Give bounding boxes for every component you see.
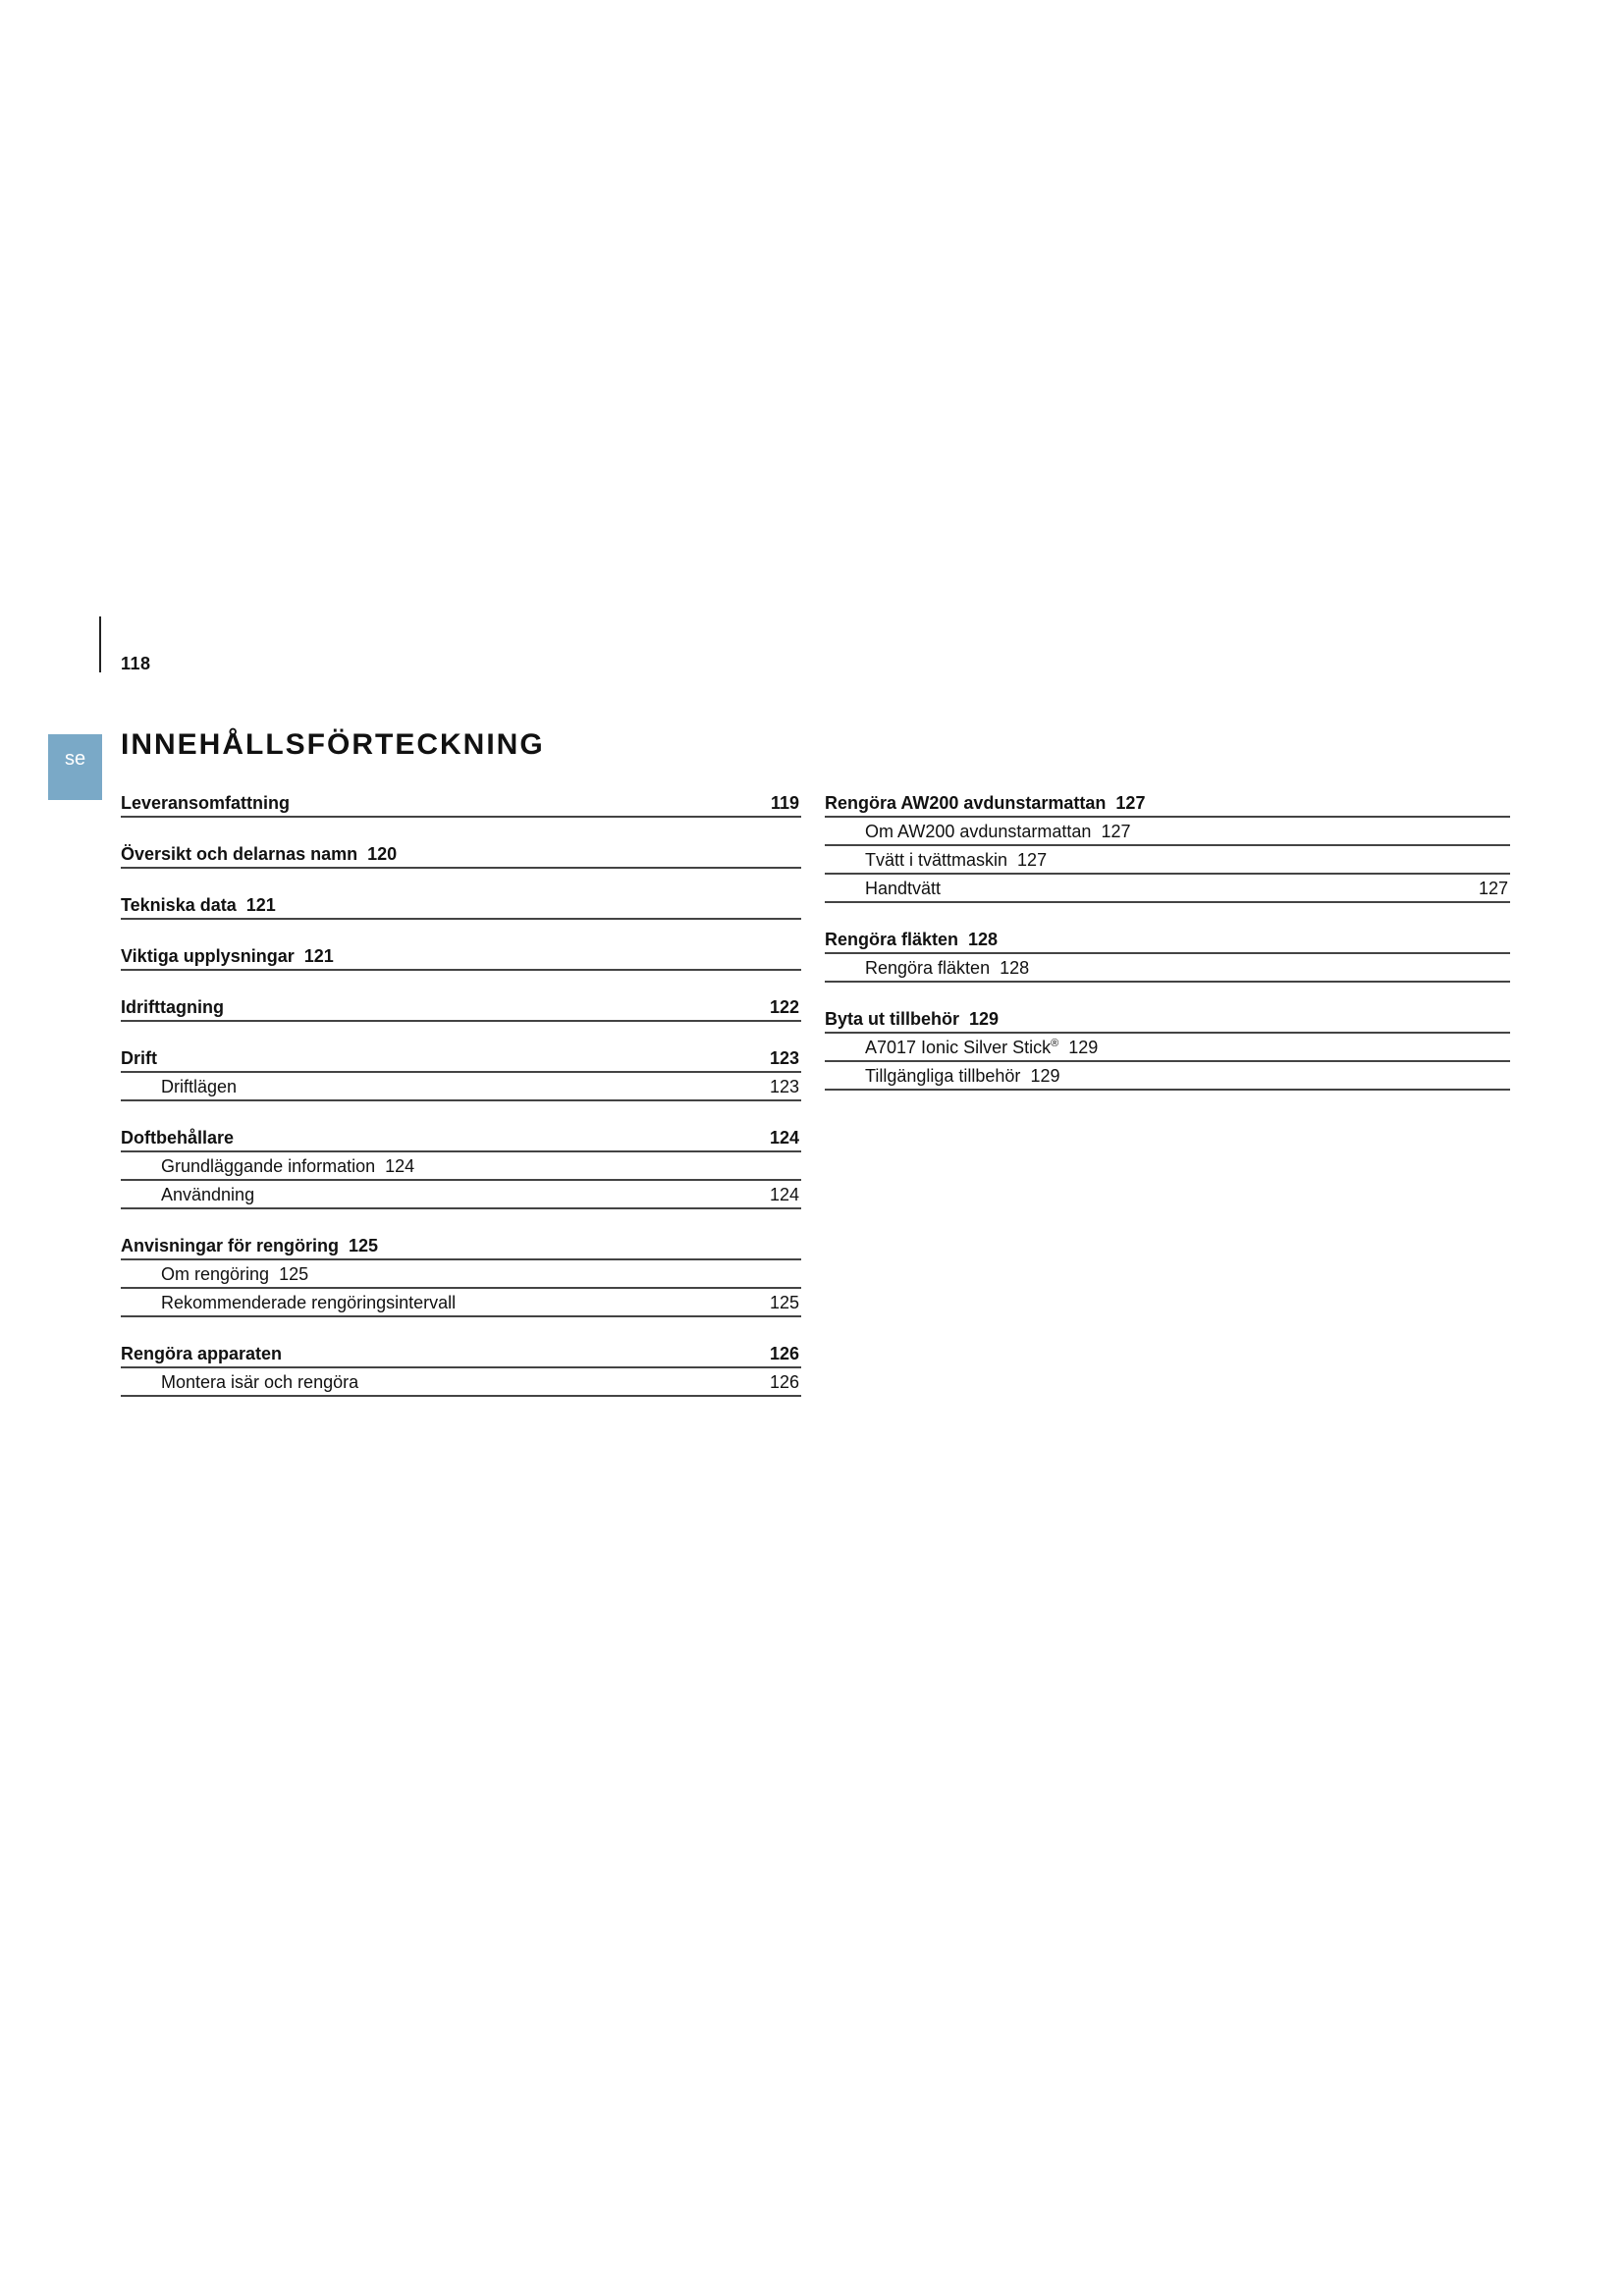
toc-entry-label: Grundläggande information xyxy=(161,1156,376,1176)
toc-entry-label: Doftbehållare xyxy=(121,1128,235,1148)
toc-entry-page: 127 xyxy=(1017,850,1048,870)
toc-entry[interactable] xyxy=(121,1232,801,1260)
toc-entry[interactable] xyxy=(825,1005,1510,1034)
toc-subentry[interactable] xyxy=(121,1289,801,1317)
toc-entry-page: 124 xyxy=(769,1128,799,1148)
toc-entry-page: 126 xyxy=(769,1372,799,1392)
toc-subentry[interactable] xyxy=(121,1368,801,1397)
toc-entry-page: 124 xyxy=(385,1156,415,1176)
toc-entry[interactable] xyxy=(121,840,801,869)
toc-entry-page: 121 xyxy=(245,895,276,915)
toc-entry-label: Tekniska data xyxy=(121,895,237,915)
toc-entry-label: Om AW200 avdunstarmattan xyxy=(865,822,1092,841)
toc-entry-label: Driftlägen xyxy=(161,1077,238,1096)
toc-entry-label: Byta ut tillbehör xyxy=(825,1009,960,1029)
toc-entry-label: Idrifttagning xyxy=(121,997,224,1017)
toc-entry[interactable] xyxy=(121,1044,801,1073)
toc-subentry[interactable] xyxy=(825,1034,1510,1062)
toc-entry-label: Rengöra apparaten xyxy=(121,1344,283,1363)
toc-entry-page: 122 xyxy=(769,997,799,1017)
toc-entry-label: Tillgängliga tillbehör xyxy=(865,1066,1021,1086)
toc-entry-label: Rengöra fläkten xyxy=(825,930,959,949)
toc-entry-label: Tvätt i tvättmaskin xyxy=(865,850,1008,870)
toc-entry[interactable] xyxy=(825,789,1510,818)
toc-entry-page: 126 xyxy=(769,1344,799,1363)
toc-entry-page: 124 xyxy=(769,1185,799,1204)
toc-entry[interactable] xyxy=(121,789,801,818)
toc-entry[interactable] xyxy=(121,942,801,971)
toc-entry-label: Drift xyxy=(121,1048,157,1068)
toc-entry-label: Om rengöring xyxy=(161,1264,270,1284)
toc-entry-page: 125 xyxy=(279,1264,309,1284)
toc-entry-page: 129 xyxy=(969,1009,1000,1029)
toc-subentry[interactable] xyxy=(825,875,1510,903)
toc-entry-page: 120 xyxy=(367,844,398,864)
toc-entry[interactable] xyxy=(121,1340,801,1368)
toc-entry-page: 121 xyxy=(303,946,334,966)
toc-entry-label: Rengöra fläkten xyxy=(865,958,991,978)
toc-entry[interactable] xyxy=(121,993,801,1022)
toc-entry-label: Översikt och delarnas namn xyxy=(121,844,358,864)
page-title: INNEHÅLLSFÖRTECKNING xyxy=(121,728,545,761)
toc-entry-page: 128 xyxy=(1000,958,1030,978)
toc-entry-label: Viktiga upplysningar xyxy=(121,946,295,966)
toc-entry-page: 125 xyxy=(349,1236,379,1255)
toc-entry-page: 123 xyxy=(769,1048,799,1068)
registered-mark: ® xyxy=(1051,1038,1059,1049)
toc-entry-page: 123 xyxy=(769,1077,799,1096)
toc-entry-page: 119 xyxy=(770,793,799,813)
language-tab: se xyxy=(48,734,102,800)
toc-subentry[interactable] xyxy=(121,1260,801,1289)
page-number-rule xyxy=(99,616,101,672)
toc-column-right xyxy=(825,789,1510,1091)
toc-entry-page: 128 xyxy=(968,930,999,949)
toc-entry[interactable] xyxy=(825,926,1510,954)
toc-entry-page: 127 xyxy=(1478,879,1508,898)
page-number: 118 xyxy=(121,654,151,673)
toc-entry-label: Montera isär och rengöra xyxy=(161,1372,359,1392)
toc-subentry[interactable] xyxy=(825,1062,1510,1091)
toc-subentry[interactable] xyxy=(825,954,1510,983)
toc-entry-page: 129 xyxy=(1068,1038,1099,1057)
toc-entry-label: Handtvätt xyxy=(865,879,942,898)
toc-entry-page: 127 xyxy=(1115,793,1146,813)
toc-entry[interactable] xyxy=(121,1124,801,1152)
toc-entry-page: 127 xyxy=(1101,822,1131,841)
toc-entry-label: Rengöra AW200 avdunstarmattan xyxy=(825,793,1107,813)
toc-entry-label: Leveransomfattning xyxy=(121,793,291,813)
toc-subentry[interactable] xyxy=(825,818,1510,846)
toc-entry-page: 125 xyxy=(769,1293,799,1312)
toc-entry-label: Användning xyxy=(161,1185,255,1204)
toc-entry[interactable] xyxy=(121,891,801,920)
toc-entry-label: Rekommenderade rengöringsintervall xyxy=(161,1293,457,1312)
toc-entry-label: A7017 Ionic Silver Stick xyxy=(865,1038,1052,1057)
toc-subentry[interactable] xyxy=(121,1181,801,1209)
toc-subentry[interactable] xyxy=(121,1152,801,1181)
toc-entry-label: Anvisningar för rengöring xyxy=(121,1236,340,1255)
toc-column-left xyxy=(121,789,801,1397)
toc-entry-page: 129 xyxy=(1030,1066,1060,1086)
toc-subentry[interactable] xyxy=(121,1073,801,1101)
toc-subentry[interactable] xyxy=(825,846,1510,875)
